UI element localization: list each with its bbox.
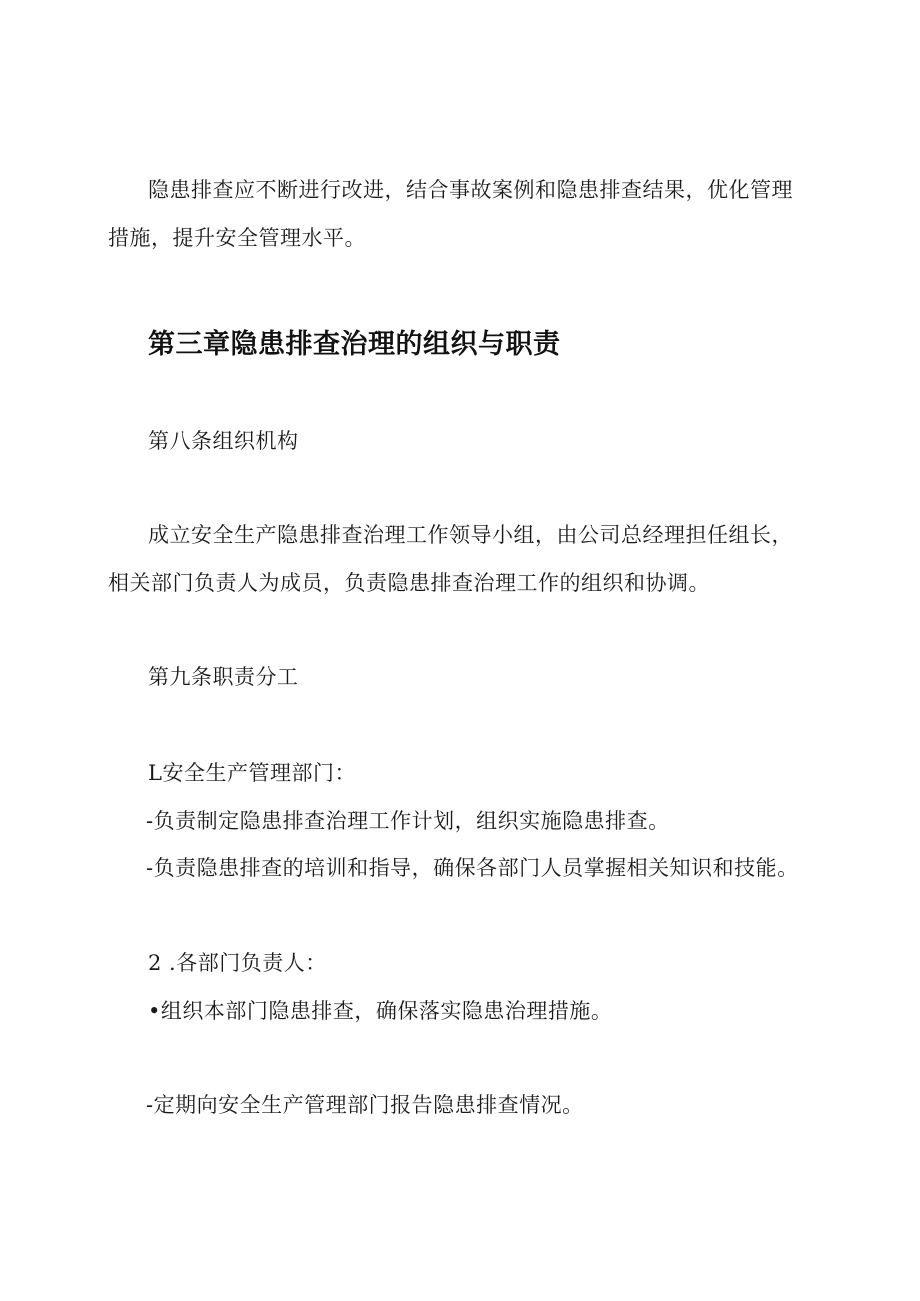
article-8-title: 第八条组织机构 <box>148 429 299 453</box>
section-2-item-1: •组织本部门隐患排查，确保落实隐患治理措施。 <box>148 999 613 1023</box>
chapter-title: 第三章隐患排查治理的组织与职责 <box>148 329 561 360</box>
section-2-item-2: -定期向安全生产管理部门报告隐患排查情况。 <box>146 1093 584 1117</box>
section-1-item-2: -负责隐患排查的培训和指导，确保各部门人员掌握相关知识和技能。 <box>146 856 799 880</box>
article-8-paragraph-line-1: 成立安全生产隐患排查治理工作领导小组，由公司总经理担任组长， <box>148 523 793 547</box>
section-1-item-1: -负责制定隐患排查治理工作计划，组织实施隐患排查。 <box>146 809 670 833</box>
article-9-title: 第九条职责分工 <box>148 665 299 689</box>
section-2-heading: 2 .各部门负责人： <box>148 951 327 975</box>
section-1-heading: L安全生产管理部门： <box>148 761 356 785</box>
intro-paragraph-line-1: 隐患排查应不断进行改进，结合事故案例和隐患排查结果，优化管理 <box>148 178 793 202</box>
intro-paragraph-line-2: 措施，提升安全管理水平。 <box>108 226 366 250</box>
article-8-paragraph-line-2: 相关部门负责人为成员，负责隐患排查治理工作的组织和协调。 <box>108 571 710 595</box>
